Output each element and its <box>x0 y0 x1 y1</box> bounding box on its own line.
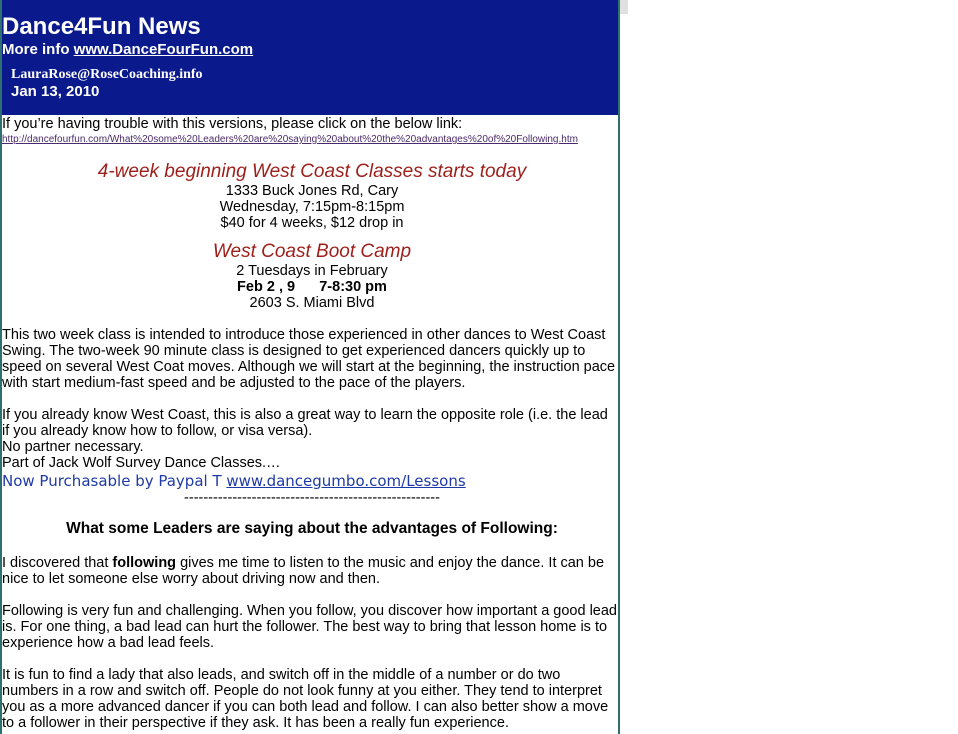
more-info-label: More info <box>2 41 74 58</box>
bootcamp-description: This two week class is intended to introduce those experienced in other dances to West Coast Swing. The two-week 90 minute class is designed to get experienced dancers quickly up to speed on several West Coat moves. Although we will start at the beginning, the instruction pace with start medium-fast speed and be adjusted to the pace of the players. <box>2 327 616 391</box>
class-price: $40 for 4 weeks, $12 drop in <box>220 215 404 231</box>
more-info-line <box>2 41 253 58</box>
newsletter-content <box>2 116 618 731</box>
web-version-link[interactable]: http://dancefourfun.com/What%20some%20Leaders%20are%20saying%20about%20the%20advantages%20of%20Following.htm <box>2 134 578 145</box>
newsletter-header <box>2 0 618 115</box>
bootcamp-when: 2 Tuesdays in February <box>236 263 388 279</box>
leaders-heading: What some Leaders are saying about the advantages of Following: <box>66 520 558 537</box>
no-partner-note: No partner necessary. <box>2 439 144 455</box>
class-heading: 4-week beginning West Coast Classes starts today <box>97 161 527 182</box>
scrollbar-stub[interactable] <box>620 0 628 14</box>
trouble-notice: If you’re having trouble with this versions, please click on the below link: <box>2 116 463 132</box>
class-address: 1333 Buck Jones Rd, Cary <box>225 183 399 199</box>
newsletter-title: Dance4Fun News <box>2 13 201 40</box>
opposite-role-note: If you already know West Coast, this is also a great way to learn the opposite role (i.e. the lead if you already know how to follow, or visa versa). <box>2 407 608 439</box>
contact-email: LauraRose@RoseCoaching.info <box>11 67 203 82</box>
section-divider: ----------------------------------------------------- <box>184 490 440 506</box>
leader-quote-1 <box>2 555 618 587</box>
bootcamp-announcement <box>2 241 620 311</box>
leader-quote-3: It is fun to find a lady that also leads, and switch off in the middle of a number or do two numbers in a row and switch off. People do not look funny at you either. They tend to interpret you as a more advanced dancer if you can both lead and follow. I can also better show a move to a follower in their perspective if they ask. It has been a really fun experience. <box>2 667 609 731</box>
paypal-line <box>2 471 618 491</box>
issue-date: Jan 13, 2010 <box>11 83 100 100</box>
dancegumbo-link[interactable]: www.dancegumbo.com/Lessons <box>226 472 466 490</box>
quote-1-end: gives me time to listen to the music and enjoy the dance. It can be nice to let someone else worry about driving now and then. <box>2 555 605 587</box>
leader-quote-2: Following is very fun and challenging. When you follow, you discover how important a good lead is. For one thing, a bad lead can hurt the follower. The best way to bring that lesson home is to experience how a bad lead feels. <box>2 603 617 651</box>
bootcamp-dates: Feb 2 , 9 7-8:30 pm <box>237 279 387 295</box>
class-schedule: Wednesday, 7:15pm-8:15pm <box>219 199 405 215</box>
bootcamp-address: 2603 S. Miami Blvd <box>249 295 375 311</box>
class-announcement <box>2 161 620 231</box>
quote-1-start: I discovered that <box>2 555 113 571</box>
paypal-label: Now Purchasable by Paypal T <box>2 472 227 490</box>
jack-wolf-note: Part of Jack Wolf Survey Dance Classes.… <box>2 455 281 471</box>
quote-1-emphasis: following <box>112 555 177 571</box>
website-link[interactable]: www.DanceFourFun.com <box>73 41 254 58</box>
bootcamp-heading: West Coast Boot Camp <box>212 241 412 262</box>
